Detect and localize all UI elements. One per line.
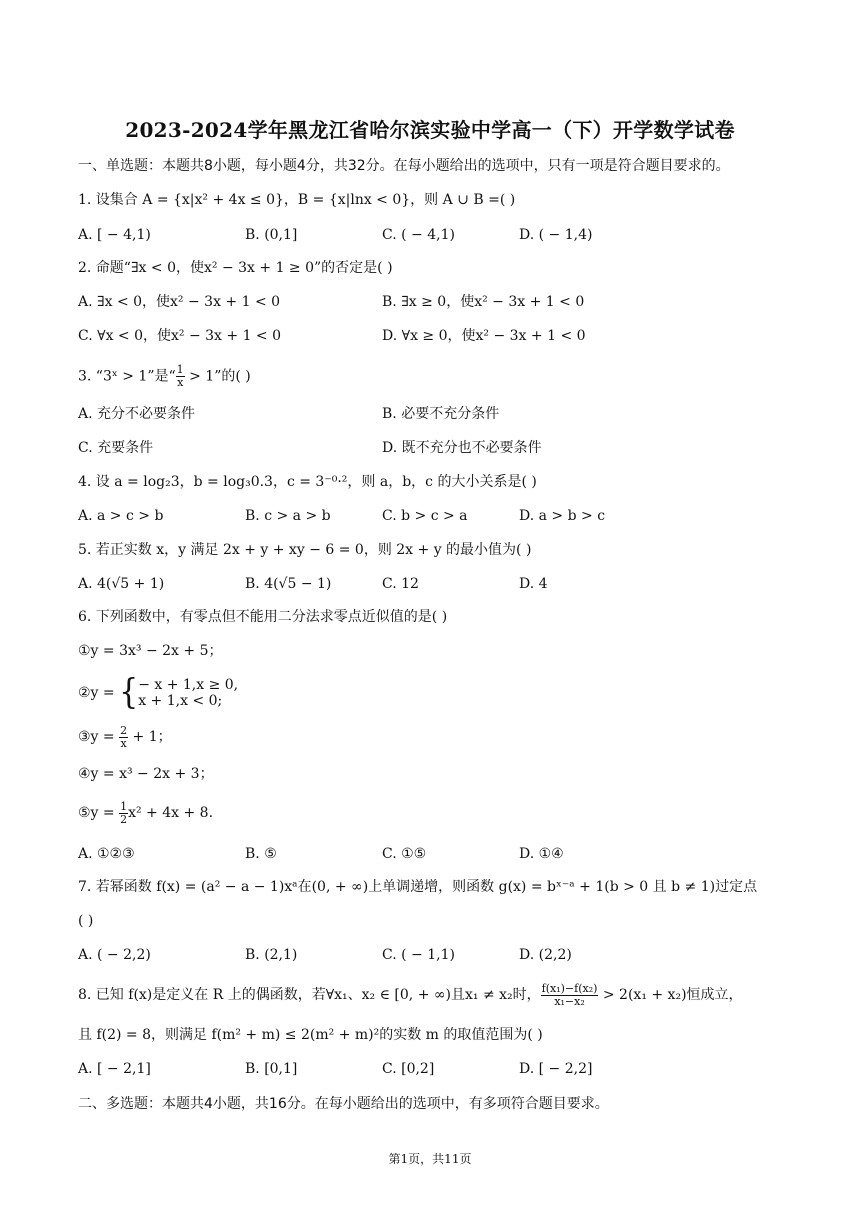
question-2-option-b: B. ∃x ≥ 0，使x² − 3x + 1 < 0 (382, 294, 585, 310)
question-3-stem (78, 364, 251, 389)
question-5-stem: 5. 若正实数 x，y 满足 2x + y + xy − 6 = 0，则 2x + y 的最小值为( ) (78, 542, 532, 558)
section-multi-choice-header: 二、多选题：本题共4小题，共16分。在每小题给出的选项中，有多项符合题目要求。 (78, 1096, 609, 1112)
question-1-option-b: B. (0,1] (245, 227, 298, 243)
question-3-stem-part-a: 3. “3ˣ > 1”是“ (78, 368, 176, 385)
question-7-stem-continued: ( ) (78, 913, 94, 929)
section-single-choice-header: 一、单选题：本题共8小题，每小题4分，共32分。在每小题给出的选项中，只有一项是符合题目要求的。 (78, 158, 730, 174)
question-4-option-d: D. a > b > c (519, 508, 606, 524)
question-6-option-c: C. ①⑤ (382, 846, 427, 862)
question-5-option-b: B. 4(√5 − 1) (245, 576, 332, 592)
question-2-stem: 2. 命题“∃x < 0，使x² − 3x + 1 ≥ 0”的否定是( ) (78, 260, 393, 276)
question-4-option-b: B. c > a > b (245, 508, 331, 524)
question-7-option-c: C. ( − 1,1) (382, 947, 455, 963)
function-3-prefix: ③y = (78, 729, 120, 745)
question-8-stem-continued: 且 f(2) = 8，则满足 f(m² + m) ≤ 2(m² + m)²的实数 m 的取值范围为( ) (78, 1027, 543, 1043)
question-3-stem-part-b: > 1”的( ) (184, 368, 251, 385)
fraction-numerator: f(x₁)−f(x₂) (541, 981, 598, 995)
brace-symbol: { (119, 672, 139, 713)
fraction-denominator: x (177, 376, 184, 389)
question-6-function-2 (78, 672, 239, 713)
question-6-stem: 6. 下列函数中，有零点但不能用二分法求零点近似值的是( ) (78, 609, 448, 625)
question-1-option-d: D. ( − 1,4) (519, 227, 593, 243)
question-3-fraction (176, 364, 185, 389)
question-8-fraction (541, 983, 599, 1008)
question-4-stem: 4. 设 a = log₂3，b = log₃0.3，c = 3⁻⁰·²，则 a，b，c 的大小关系是( ) (78, 474, 537, 490)
fraction-denominator: x (120, 736, 127, 750)
function-2-prefix: ②y = (78, 685, 120, 701)
function-5-suffix: x² + 4x + 8. (128, 805, 214, 821)
fraction-denominator: x₁−x₂ (554, 994, 585, 1008)
question-7-option-a: A. ( − 2,2) (78, 947, 151, 963)
question-6-function-5 (78, 800, 213, 826)
question-7-stem: 7. 若幂函数 f(x) = (a² − a − 1)xᵃ在(0, + ∞)上单调递增，则函数 g(x) = bˣ⁻ᵃ + 1(b > 0 且 b ≠ 1)过定点 (78, 879, 758, 895)
fraction-denominator: 2 (120, 812, 128, 826)
piecewise-case-1: − x + 1,x ≥ 0, (138, 677, 239, 693)
piecewise-case-2: x + 1,x < 0; (138, 693, 223, 709)
question-5-option-c: C. 12 (382, 576, 419, 592)
fraction-numerator: 1 (120, 799, 128, 813)
fraction-numerator: 2 (120, 723, 128, 737)
question-2-option-c: C. ∀x < 0，使x² − 3x + 1 < 0 (78, 328, 282, 344)
fraction-numerator: 1 (176, 363, 184, 376)
question-5-option-d: D. 4 (519, 576, 548, 592)
function-5-fraction (119, 801, 128, 826)
piecewise-cases (138, 677, 238, 709)
question-6-option-b: B. ⑤ (245, 846, 277, 862)
question-1-stem: 1. 设集合 A = {x|x² + 4x ≤ 0}，B = {x|lnx < 0}，则 A ∪ B =( ) (78, 192, 516, 208)
question-3-option-b: B. 必要不充分条件 (382, 406, 500, 422)
question-6-option-d: D. ①④ (519, 846, 564, 862)
question-2-option-d: D. ∀x ≥ 0，使x² − 3x + 1 < 0 (382, 328, 586, 344)
question-6-function-3 (78, 724, 172, 750)
question-4-option-a: A. a > c > b (78, 508, 164, 524)
question-6-option-a: A. ①②③ (78, 846, 135, 862)
question-1-option-c: C. ( − 4,1) (382, 227, 455, 243)
question-3-option-a: A. 充分不必要条件 (78, 406, 196, 422)
question-8-option-b: B. [0,1] (245, 1061, 298, 1077)
page-footer: 第1页，共11页 (388, 1152, 472, 1166)
question-5-option-a: A. 4(√5 + 1) (78, 576, 165, 592)
question-3-option-c: C. 充要条件 (78, 440, 154, 456)
question-6-function-4: ④y = x³ − 2x + 3； (78, 766, 214, 782)
question-8-stem-part-b: > 2(x₁ + x₂)恒成立， (598, 987, 743, 1003)
question-8-stem-part-a: 8. 已知 f(x)是定义在 R 上的偶函数，若∀x₁、x₂ ∈ [0, + ∞)且x₁ ≠ x₂时， (78, 987, 541, 1003)
question-2-option-a: A. ∃x < 0，使x² − 3x + 1 < 0 (78, 294, 281, 310)
question-7-option-b: B. (2,1) (245, 947, 298, 963)
question-8-option-a: A. [ − 2,1] (78, 1061, 151, 1077)
question-3-option-d: D. 既不充分也不必要条件 (382, 440, 542, 456)
question-7-option-d: D. (2,2) (519, 947, 572, 963)
question-8-stem (78, 982, 743, 1008)
question-4-option-c: C. b > c > a (382, 508, 468, 524)
function-3-fraction (119, 725, 128, 750)
question-8-option-c: C. [0,2] (382, 1061, 435, 1077)
page-title: 2023-2024学年黑龙江省哈尔滨实验中学高一（下）开学数学试卷 (125, 118, 735, 142)
question-1-option-a: A. [ − 4,1) (78, 227, 151, 243)
question-6-function-1: ①y = 3x³ − 2x + 5； (78, 643, 223, 659)
function-3-suffix: + 1； (128, 729, 172, 745)
question-8-option-d: D. [ − 2,2] (519, 1061, 593, 1077)
function-5-prefix: ⑤y = (78, 805, 120, 821)
